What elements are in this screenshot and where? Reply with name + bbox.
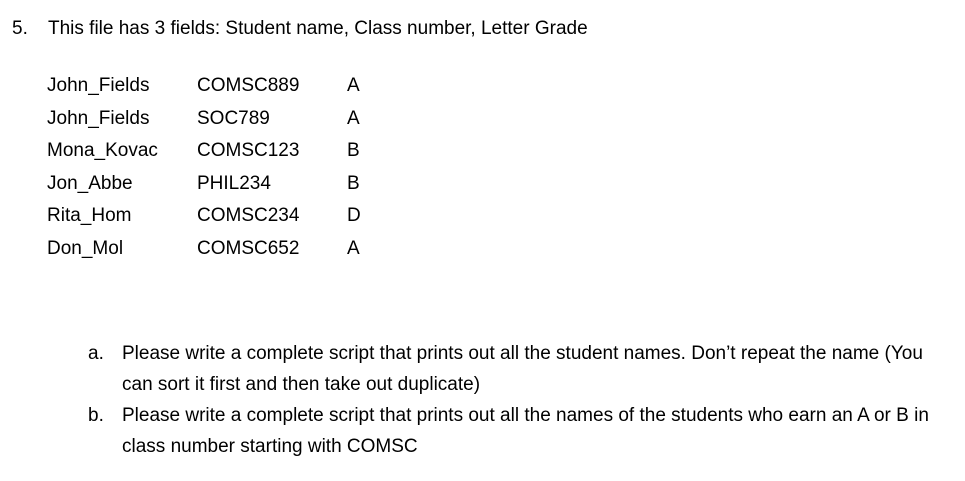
question-text: This file has 3 fields: Student name, Class number, Letter Grade: [48, 18, 588, 39]
letter-grade-cell: A: [347, 107, 360, 129]
class-number-cell: COMSC234: [197, 205, 300, 226]
question-number: 5.: [12, 18, 28, 39]
letter-grade-cell: A: [347, 75, 360, 96]
subquestion-letter: b.: [88, 405, 104, 426]
subquestion-a: [88, 338, 958, 400]
student-name-cell: John_Fields: [47, 107, 150, 129]
subquestion-b: [88, 400, 958, 462]
letter-grade-cell: B: [347, 140, 360, 161]
class-number-cell: COMSC123: [197, 140, 300, 161]
subquestion-list: [88, 338, 958, 462]
class-number-cell: SOC789: [197, 107, 270, 129]
class-number-cell: COMSC652: [197, 237, 300, 259]
class-number-cell: COMSC889: [197, 75, 300, 96]
subquestion-letter: a.: [88, 343, 104, 364]
letter-grade-cell: D: [347, 205, 361, 226]
letter-grade-cell: B: [347, 172, 360, 194]
student-name-cell: John_Fields: [47, 75, 150, 96]
student-name-cell: Rita_Hom: [47, 205, 132, 226]
subquestion-text: Please write a complete script that prints out all the names of the students who earn an A or B in class number starting with COMSC: [122, 405, 929, 457]
class-number-cell: PHIL234: [197, 172, 271, 194]
student-name-cell: Don_Mol: [47, 237, 124, 259]
student-name-cell: Jon_Abbe: [47, 172, 133, 194]
question-header: [12, 18, 588, 40]
letter-grade-cell: A: [347, 237, 360, 259]
student-name-cell: Mona_Kovac: [47, 140, 158, 161]
subquestion-text: Please write a complete script that prints out all the student names. Don’t repeat the name (You can sort it first and then take out duplicate): [122, 343, 923, 395]
